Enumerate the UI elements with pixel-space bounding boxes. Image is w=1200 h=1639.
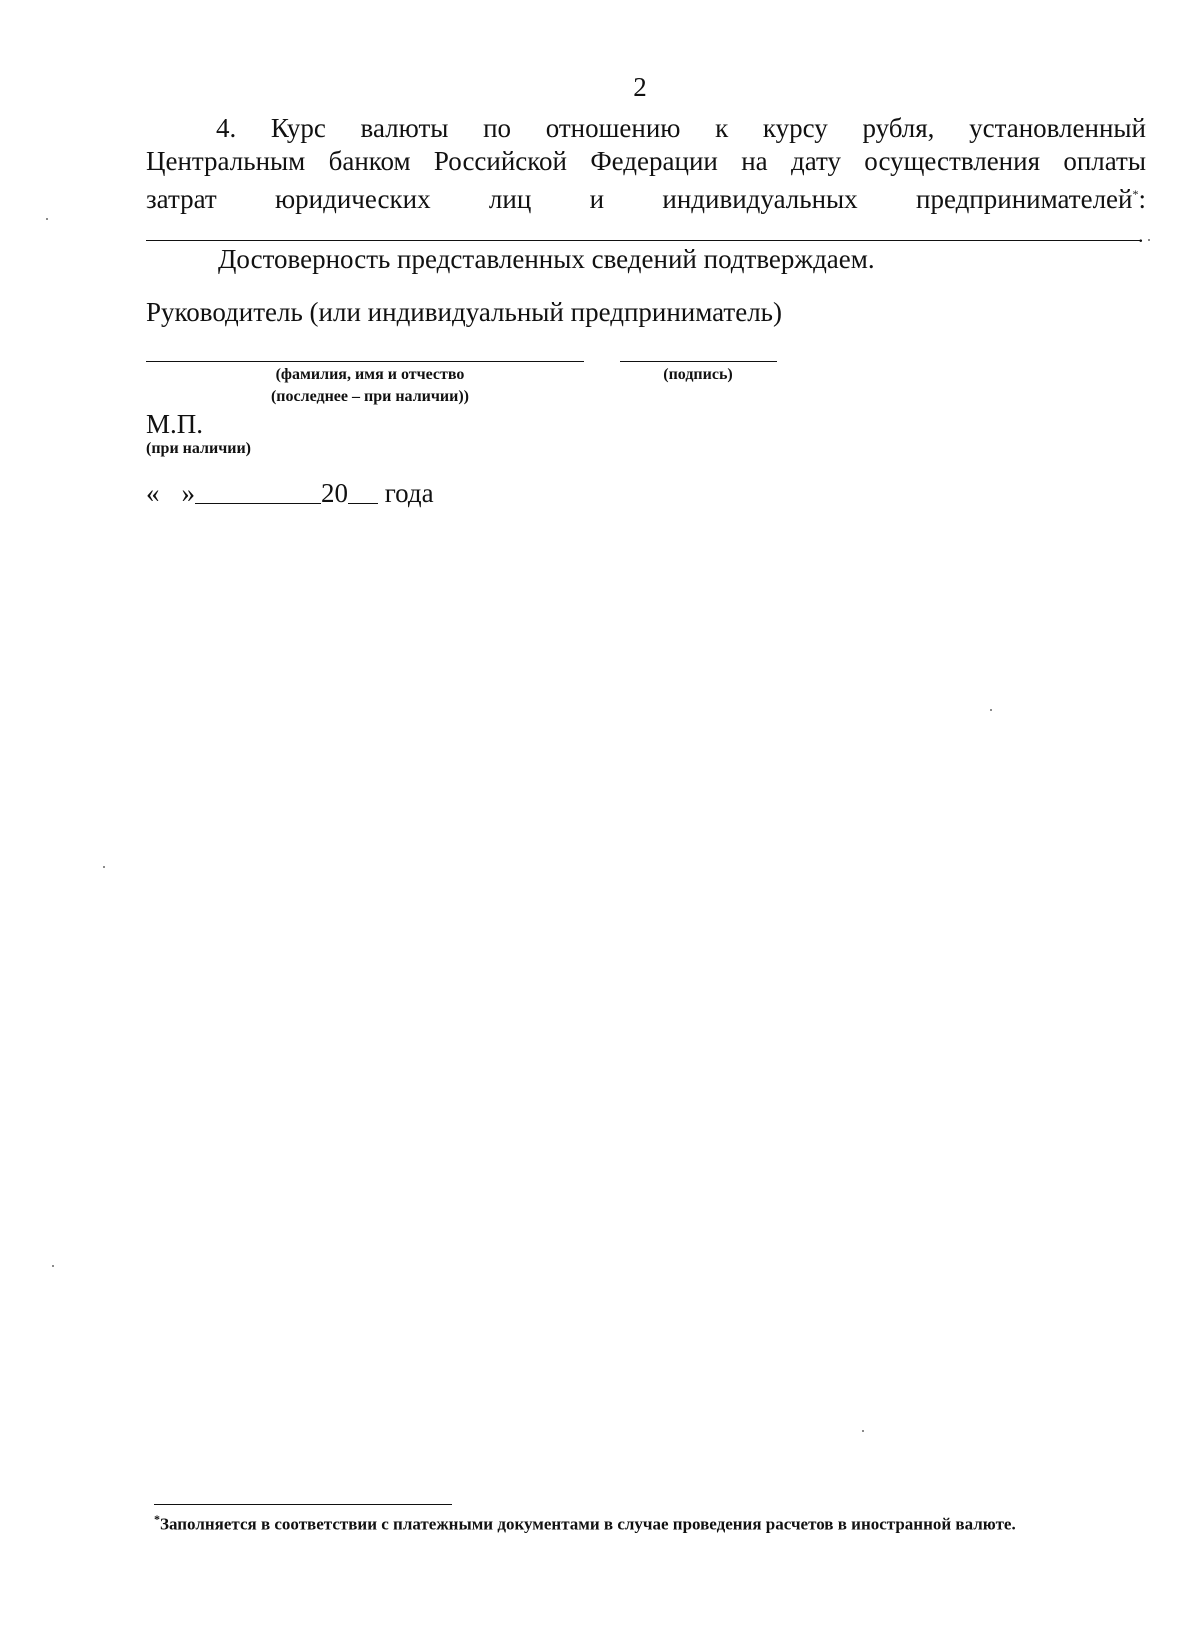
date-close-quote: » <box>181 478 195 508</box>
item-4-line-3-text: затрат юридических лиц и индивидуальных предпринимателей <box>146 184 1133 214</box>
signer-role: Руководитель (или индивидуальный предприниматель) <box>146 297 782 327</box>
name-caption <box>240 364 500 408</box>
scan-speck <box>1148 239 1150 241</box>
name-blank-line <box>146 361 584 362</box>
date-suffix: года <box>384 478 434 508</box>
date-open-quote: « <box>146 478 160 508</box>
signature-caption: (подпись) <box>663 366 733 383</box>
item-4-line-3 <box>146 178 1146 216</box>
scan-speck <box>862 1430 864 1432</box>
scan-speck <box>990 709 992 711</box>
footnote-reference: * <box>1132 187 1139 201</box>
stamp-note: (при наличии) <box>146 440 252 457</box>
page-number: 2 <box>633 72 647 102</box>
signature-blank-line <box>620 361 777 362</box>
name-caption-line-2: (последнее – при наличии)) <box>270 388 470 405</box>
month-blank-line <box>195 479 321 504</box>
blank-line-period: . <box>1138 222 1144 247</box>
item-4-colon: : <box>1138 184 1146 214</box>
item-4-paragraph <box>146 112 1146 216</box>
year-blank-line <box>348 479 378 504</box>
currency-rate-blank-line <box>146 240 1142 241</box>
footnote-mark: * <box>154 1512 160 1526</box>
footnote-text: Заполняется в соответствии с платежными документами в случае проведения расчетов в иностранной валюте. <box>160 1514 1016 1534</box>
name-caption-line-1: (фамилия, имя и отчество <box>275 366 465 383</box>
footnote-separator <box>154 1504 452 1505</box>
scan-speck <box>52 1265 54 1267</box>
item-4-line-2: Центральным банком Российской Федерации на дату осуществления оплаты <box>146 146 1146 176</box>
confirmation-statement: Достоверность представленных сведений подтверждаем. <box>218 244 875 274</box>
date-field <box>146 478 434 509</box>
year-prefix: 20 <box>321 478 348 508</box>
stamp-label: М.П. <box>146 409 204 439</box>
scan-speck <box>46 218 48 220</box>
scan-speck <box>103 866 105 868</box>
item-4-line-1: 4. Курс валюты по отношению к курсу рубля, установленный <box>216 113 1146 143</box>
footnote <box>154 1512 1016 1535</box>
